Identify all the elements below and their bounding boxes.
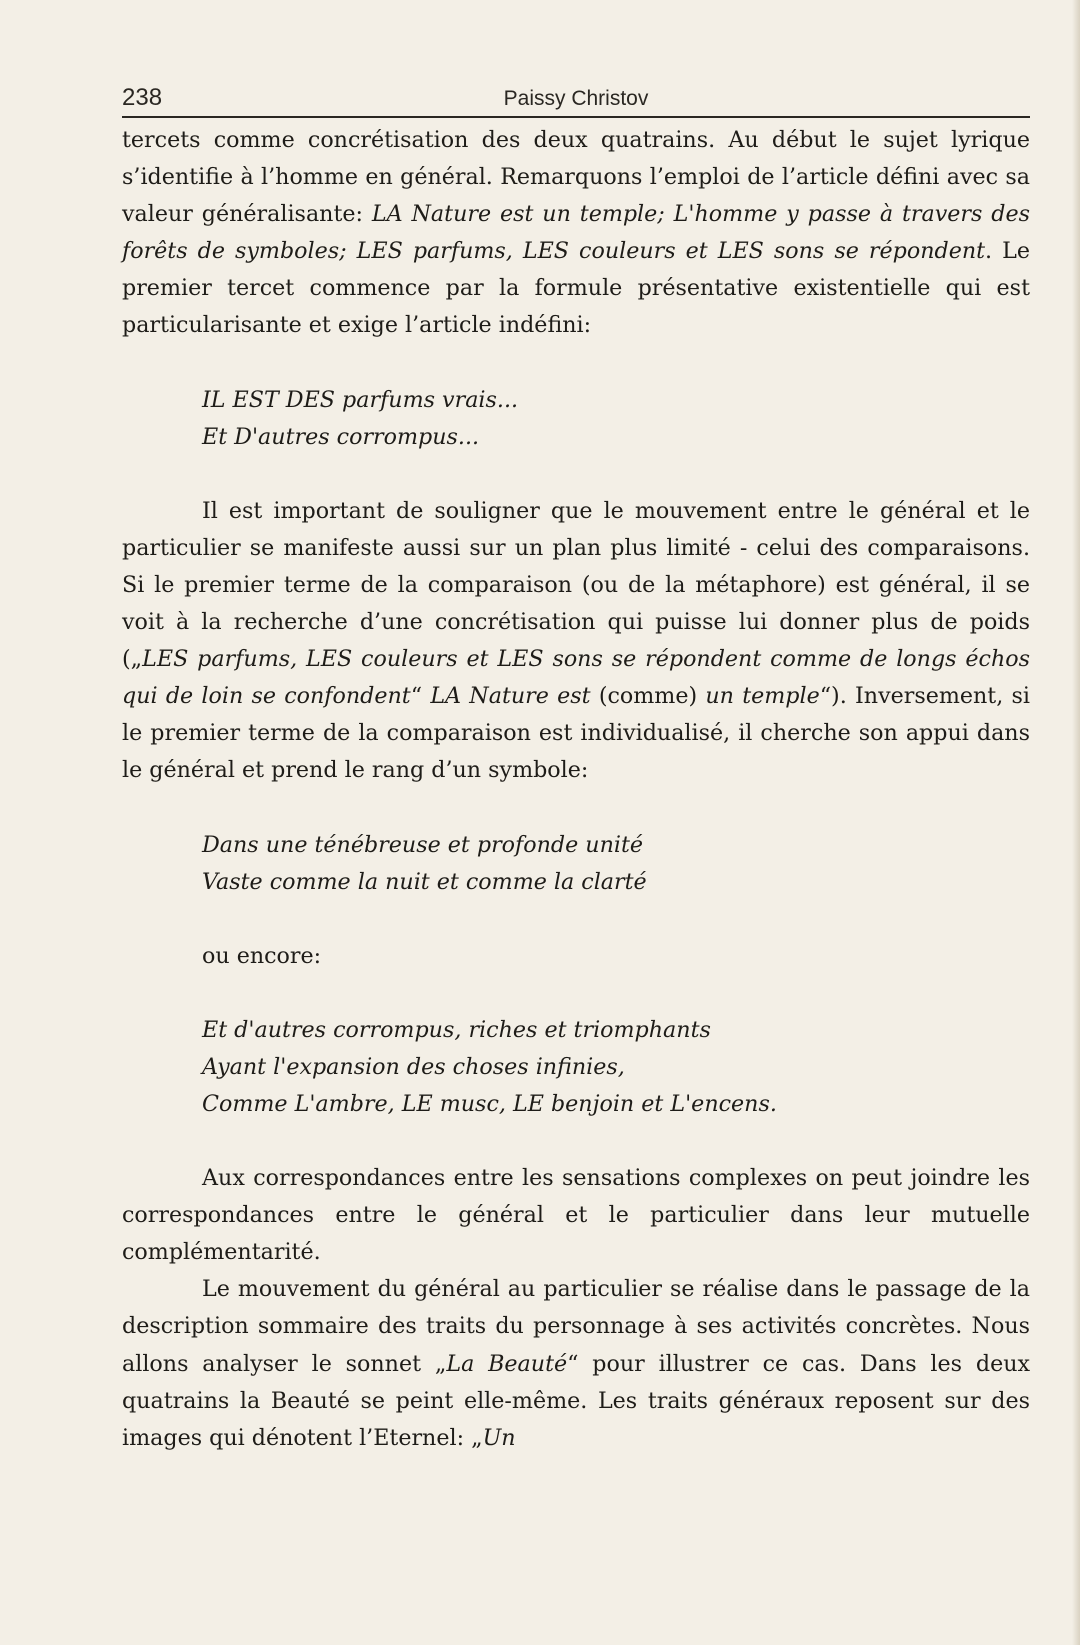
page-number: 238 bbox=[122, 84, 163, 111]
paragraph-2-text-c: (comme) bbox=[590, 683, 706, 710]
paragraph-4-text-a: Le mouvement du général au particulier se réalise dans le passage de la description sommaire des traits du personnage à ses activités concrètes. Nous allons analyser le sonnet „ bbox=[122, 1276, 1030, 1377]
verse-line: Vaste comme la nuit et comme la clarté bbox=[202, 868, 647, 895]
paragraph-2-text-d: “). Inversement, si le premier terme de la comparaison est individualisé, il cherche son appui dans le général et prend le rang d’un symbole: bbox=[122, 683, 1031, 784]
verse-line: Comme L'ambre, LE musc, LE benjoin et L'encens. bbox=[202, 1090, 777, 1117]
paragraph-4-quote-1: La Beauté bbox=[446, 1350, 568, 1377]
paragraph-4-text-b: “ pour illustrer ce cas. Dans les deux quatrains la Beauté se peint elle-même. Les traits généraux reposent sur des images qui dénotent l’Eternel: „ bbox=[122, 1350, 1031, 1451]
paragraph-2-quote-1: LES parfums, LES couleurs et LES sons se répondent comme de longs échos qui de loin se confondent bbox=[122, 646, 1030, 710]
paragraph-2-quote-3: un temple bbox=[705, 683, 820, 710]
verse-line: Et d'autres corrompus, riches et triomphants bbox=[202, 1016, 711, 1043]
paragraph-3: Aux correspondances entre les sensations complexes on peut joindre les correspondances entre le général et le particulier dans leur mutuelle complémentarité. bbox=[122, 1165, 1030, 1266]
paragraph-2-text-b: “ bbox=[410, 683, 431, 710]
running-head-author: Paissy Christov bbox=[503, 87, 649, 110]
body-text bbox=[122, 122, 1030, 1457]
paragraph-1-text-b: . Le premier tercet commence par la formule présentative existentielle qui est particularisante et exige l’article indéfini: bbox=[122, 238, 1030, 339]
verse-block-3 bbox=[122, 1012, 1030, 1123]
paragraph-4 bbox=[122, 1271, 1030, 1456]
verse-block-1 bbox=[122, 382, 1030, 456]
verse-block-2 bbox=[122, 827, 1030, 901]
ou-encore: ou encore: bbox=[202, 942, 322, 969]
paragraph-2-text-a: Il est important de souligner que le mouvement entre le général et le particulier se manifeste aussi sur un plan plus limité - celui des comparaisons. Si le premier terme de la comparaison (ou de la métaphore) est général, il se voit à la recherche d’une concrétisation qui puisse lui donner plus de poids („ bbox=[122, 497, 1030, 673]
paragraph-4-quote-2: Un bbox=[482, 1424, 516, 1451]
verse-line: Et D'autres corrompus... bbox=[202, 423, 480, 450]
paragraph-1 bbox=[122, 122, 1030, 345]
paragraph-1-quote: LA Nature est un temple; L'homme y passe à travers des forêts de symboles; LES parfums, LES couleurs et LES sons se répondent bbox=[122, 201, 1030, 265]
verse-line: IL EST DES parfums vrais... bbox=[202, 386, 519, 413]
paragraph-2 bbox=[122, 493, 1030, 790]
page-edge-shadow bbox=[1072, 0, 1080, 1645]
verse-line: Dans une ténébreuse et profonde unité bbox=[202, 831, 644, 858]
page-header bbox=[122, 82, 1030, 118]
paragraph-2-quote-2: LA Nature est bbox=[430, 683, 591, 710]
verse-line: Ayant l'expansion des choses infinies, bbox=[202, 1053, 625, 1080]
paragraph-1-text-a: tercets comme concrétisation des deux quatrains. Au début le sujet lyrique s’identifie à l’homme en général. Remarquons l’emploi de l’article défini avec sa valeur généralisante: bbox=[122, 127, 1030, 228]
